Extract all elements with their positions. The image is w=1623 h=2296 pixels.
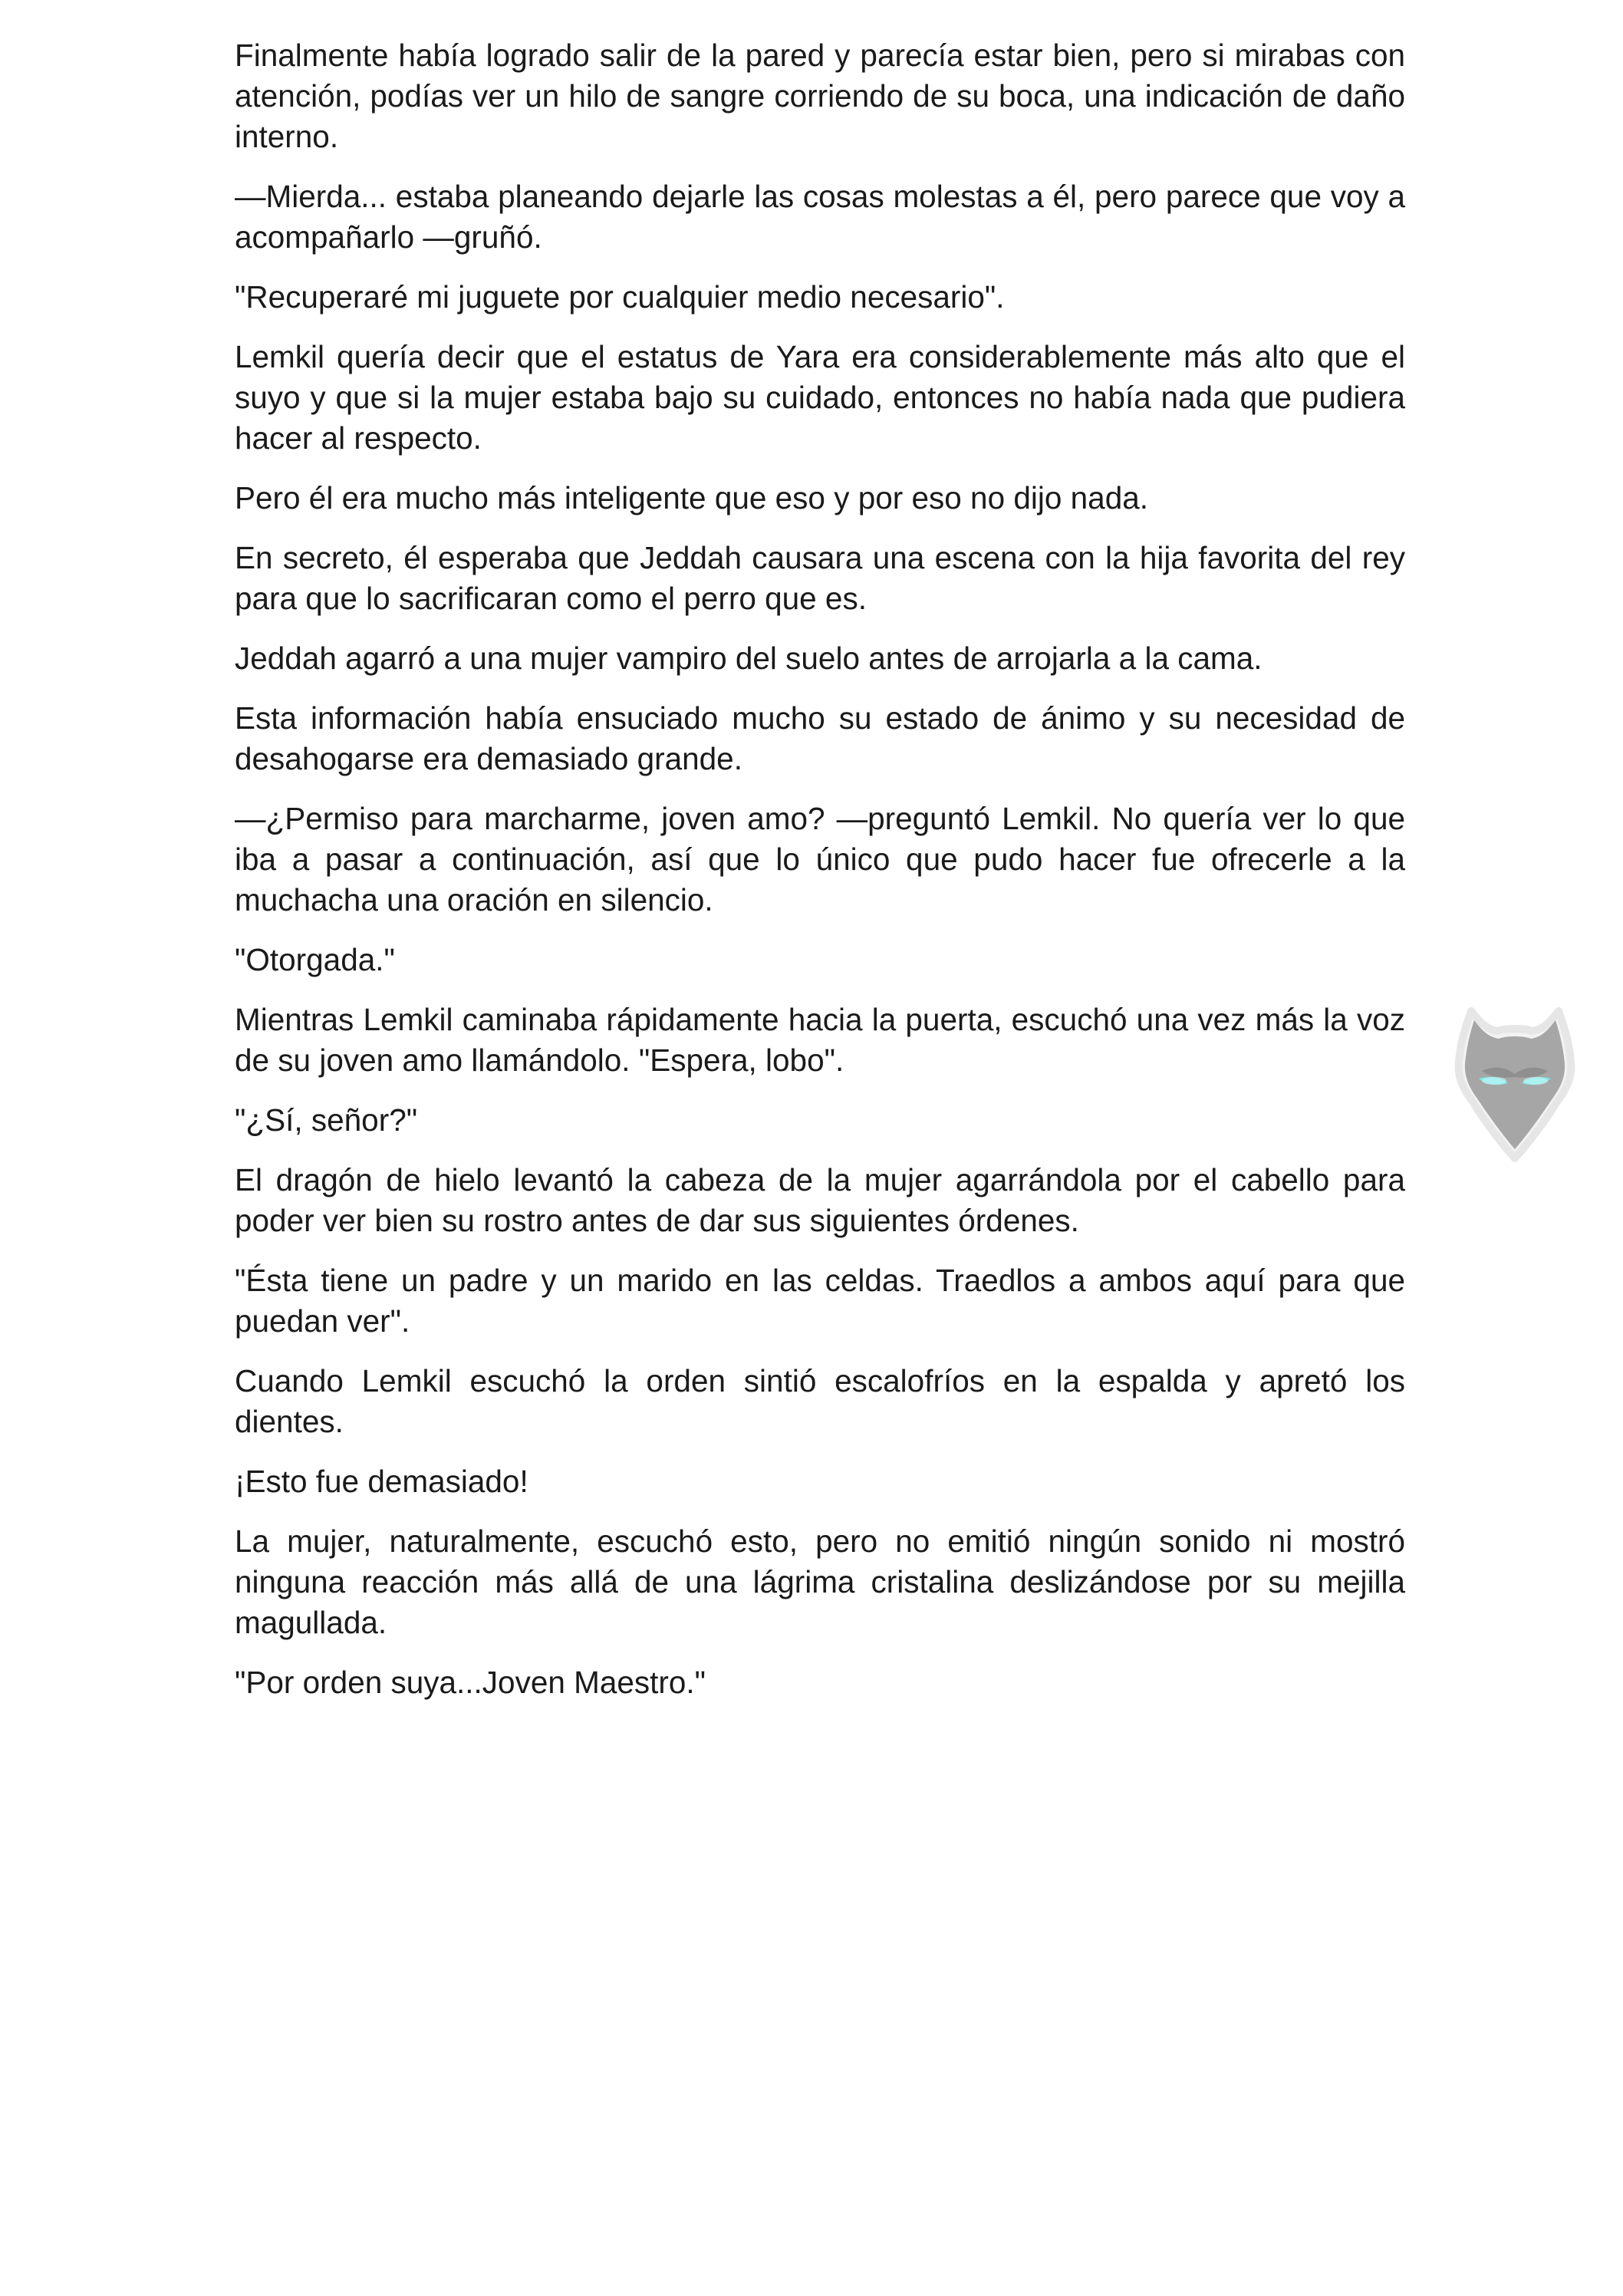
paragraph: Pero él era mucho más inteligente que eso y por eso no dijo nada. — [235, 480, 1148, 516]
paragraph: ¡Esto fue demasiado! — [235, 1464, 528, 1499]
paragraph: —Mierda... estaba planeando dejarle las cosas molestas a él, pero parece que voy a acompañarlo —gruñó. — [235, 179, 1405, 255]
paragraph: —¿Permiso para marcharme, joven amo? —preguntó Lemkil. No quería ver lo que iba a pasar a continuación, así que lo único que pudo hacer fue ofrecerle a la muchacha una oración en silencio. — [235, 801, 1405, 917]
demon-head-logo-icon — [1442, 997, 1588, 1166]
paragraph: Finalmente había logrado salir de la pared y parecía estar bien, pero si mirabas con atención, podías ver un hilo de sangre corriendo de su boca, una indicación de daño interno. — [235, 38, 1405, 154]
paragraph: Esta información había ensuciado mucho su estado de ánimo y su necesidad de desahogarse era demasiado grande. — [235, 700, 1405, 776]
paragraph: En secreto, él esperaba que Jeddah causara una escena con la hija favorita del rey para que lo sacrificaran como el perro que es. — [235, 540, 1405, 616]
paragraph: "Recuperaré mi juguete por cualquier medio necesario". — [235, 279, 1005, 315]
paragraph: Lemkil quería decir que el estatus de Yara era considerablemente más alto que el suyo y que si la mujer estaba bajo su cuidado, entonces no había nada que pudiera hacer al respecto. — [235, 339, 1405, 456]
paragraph: "Ésta tiene un padre y un marido en las celdas. Traedlos a ambos aquí para que puedan ver". — [235, 1263, 1405, 1339]
paragraph: El dragón de hielo levantó la cabeza de la mujer agarrándola por el cabello para poder ver bien su rostro antes de dar sus siguientes órdenes. — [235, 1162, 1405, 1238]
paragraph: "Otorgada." — [235, 942, 395, 977]
paragraph: Mientras Lemkil caminaba rápidamente hacia la puerta, escuchó una vez más la voz de su joven amo llamándolo. "Espera, lobo". — [235, 1002, 1405, 1078]
paragraph: "¿Sí, señor?" — [235, 1102, 418, 1138]
paragraph: "Por orden suya...Joven Maestro." — [235, 1665, 706, 1700]
paragraph: Jeddah agarró a una mujer vampiro del suelo antes de arrojarla a la cama. — [235, 641, 1263, 676]
paragraph: Cuando Lemkil escuchó la orden sintió escalofríos en la espalda y apretó los dientes. — [235, 1363, 1405, 1439]
document-body — [235, 35, 1405, 1722]
paragraph: La mujer, naturalmente, escuchó esto, pero no emitió ningún sonido ni mostró ninguna reacción más allá de una lágrima cristalina deslizándose por su mejilla magullada. — [235, 1524, 1405, 1640]
